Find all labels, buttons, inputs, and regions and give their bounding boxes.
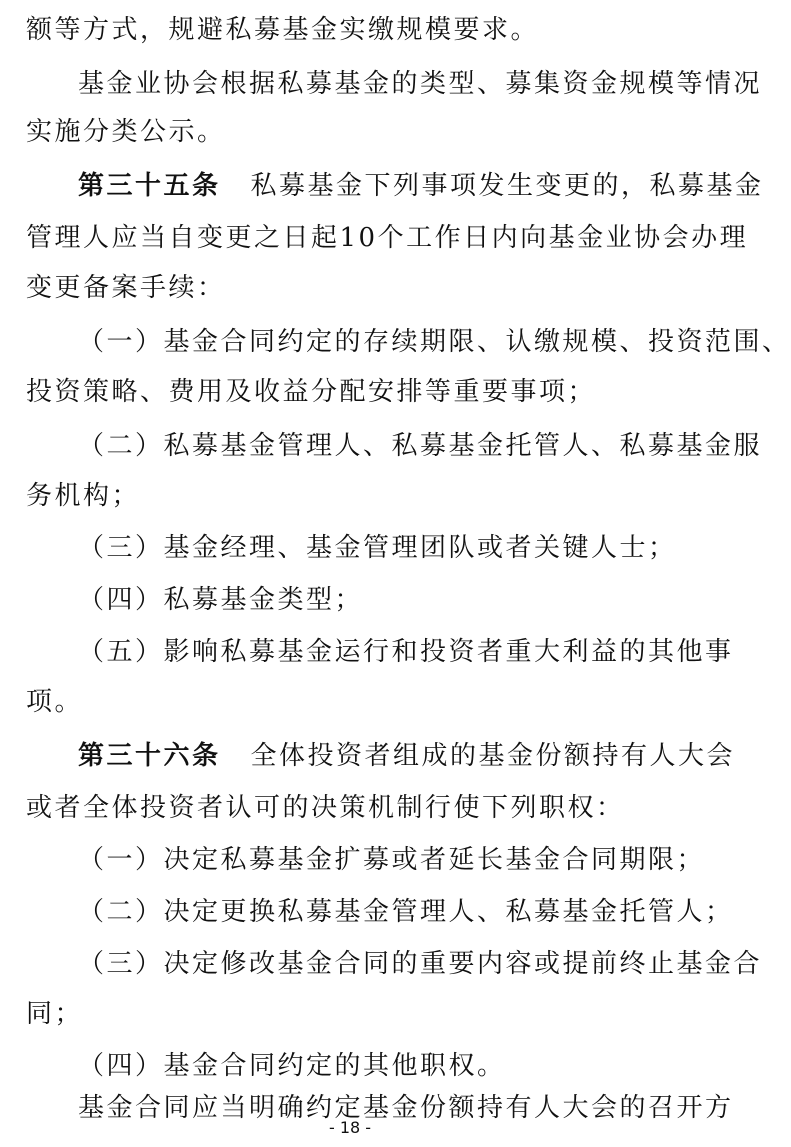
list-item: （三）基金经理、基金管理团队或者关键人士；	[78, 533, 677, 563]
text-line: 管理人应当自变更之日起10个工作日内向基金业协会办理	[26, 223, 749, 253]
article-text: 全体投资者组成的基金份额持有人大会	[250, 741, 736, 771]
article-text: 私募基金下列事项发生变更的，私募基金	[250, 171, 764, 201]
article-heading: 第三十六条	[78, 741, 221, 771]
text-line: 项。	[26, 687, 84, 717]
text-line: 基金业协会根据私募基金的类型、募集资金规模等情况	[78, 69, 763, 99]
list-item: （二）决定更换私募基金管理人、私募基金托管人；	[78, 897, 734, 927]
list-item: （一）决定私募基金扩募或者延长基金合同期限；	[78, 845, 706, 875]
text-line: 或者全体投资者认可的决策机制行使下列职权：	[26, 793, 625, 823]
list-item: （四）基金合同约定的其他职权。	[78, 1051, 506, 1081]
text-line: 务机构；	[26, 481, 141, 511]
list-item: （一）基金合同约定的存续期限、认缴规模、投资范围、	[78, 327, 791, 357]
list-item: （三）决定修改基金合同的重要内容或提前终止基金合	[78, 949, 763, 979]
list-item: （四）私募基金类型；	[78, 585, 364, 615]
text-line: 同；	[26, 999, 84, 1029]
page-number: - 18 -	[328, 1118, 372, 1137]
list-item: （二）私募基金管理人、私募基金托管人、私募基金服	[78, 431, 763, 461]
text-line: 基金合同应当明确约定基金份额持有人大会的召开方	[78, 1093, 734, 1123]
article-heading: 第三十五条	[78, 171, 221, 201]
article-35-line	[78, 168, 764, 204]
text-line: 额等方式，规避私募基金实缴规模要求。	[26, 15, 540, 45]
list-item: （五）影响私募基金运行和投资者重大利益的其他事	[78, 637, 734, 667]
text-line: 变更备案手续：	[26, 273, 226, 303]
article-36-line	[78, 738, 736, 774]
text-line: 实施分类公示。	[26, 117, 226, 147]
text-line: 投资策略、费用及收益分配安排等重要事项；	[26, 377, 597, 407]
